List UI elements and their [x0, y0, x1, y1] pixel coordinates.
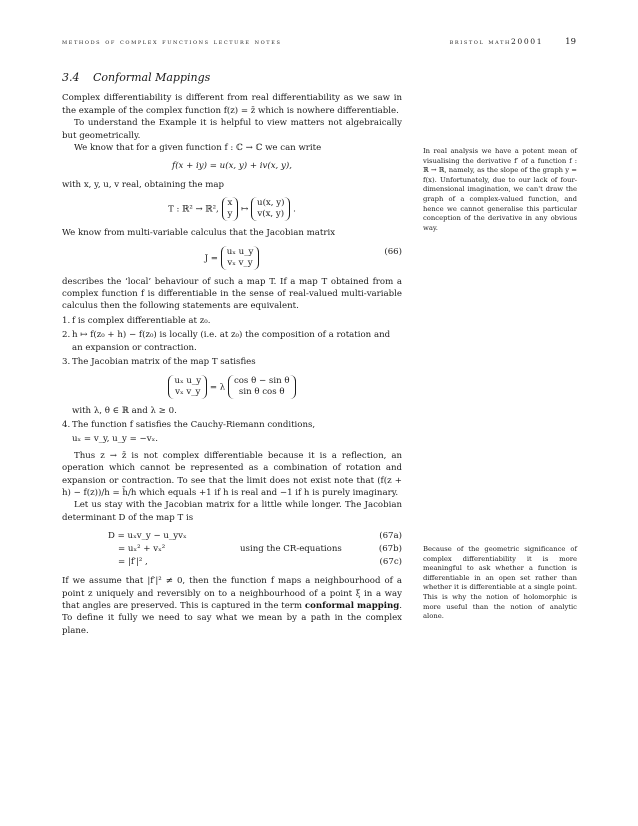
align-row: D = uₓv_y − u_yvₓ (67a) — [108, 531, 402, 542]
equation-fxy — [62, 160, 402, 172]
paragraph-2: To understand the Example it is helpful to view matters not algebraically but geometrically. — [62, 118, 402, 141]
margin-note-2: Because of the geometric significance of complex differentiability it is more meaningful to ask whether a function is differentiable in an open set rather than whether it is differentiable at a single point. This is why the notion of holomorphic is more useful than the notion of analytic alone. — [423, 545, 577, 621]
vector-xy — [222, 197, 239, 221]
cr-equations: uₓ = v_y, u_y = −vₓ. — [72, 434, 158, 445]
vector-xy-top: x — [227, 198, 233, 209]
page-number: 19 — [565, 37, 576, 47]
paragraph-3: We know that for a given function f : ℂ → ℂ we can write — [74, 143, 322, 154]
header-title: methods of complex functions lecture notes — [62, 37, 282, 46]
equation-determinant — [62, 530, 402, 569]
paragraph-6: describes the ‘local’ behaviour of such a map T. If a map T obtained from a complex function f is differentiable in the sense of real-valued multi-variable calculus then the following statements are equivalent. — [62, 276, 402, 312]
list-item: 1. f is complex differentiable at z₀. — [62, 315, 211, 326]
align-row: = |f′|² , (67c) — [118, 557, 402, 568]
equivalence-list — [62, 315, 402, 369]
vector-uv — [251, 197, 290, 221]
list-item: 2. h ↦ f(z₀ + h) − f(z₀) is locally (i.e. at z₀) the composition of a rotation and an expansion or contraction. — [62, 330, 391, 353]
section-heading — [62, 72, 402, 84]
equation-map-T: T : ℝ² → ℝ², x y ↦ u(x, y) v(x, y) . — [168, 198, 296, 220]
paragraph-1: Complex differentiability is different from real differentiability as we saw in the example of the complex function f(z) = z̄ which is nowhere differentiable. — [62, 93, 402, 116]
jacobian-lhs: J = — [204, 253, 219, 264]
jacobian-matrix — [221, 246, 260, 270]
jacobian-row-2: vₓ v_y — [227, 257, 253, 268]
equation-fxy-text: f(x + iy) = u(x, y) + iv(x, y), — [172, 161, 292, 172]
maps-to-symbol: ↦ — [241, 204, 249, 215]
vector-uv-top: u(x, y) — [257, 198, 285, 209]
term-conformal-mapping: conformal mapping — [304, 600, 400, 611]
vector-xy-bottom: y — [227, 209, 233, 220]
jacobian-matrix-2: uₓ u_y vₓ v_y — [168, 375, 207, 399]
main-column — [62, 72, 402, 637]
equation-tag-66: (66) — [384, 246, 402, 257]
margin-note-1: In real analysis we have a potent mean of visualising the derivative f′ of a function f : ℝ → ℝ, namely, as the slope of the graph y = f(x). Unfortunately, due to our lack of four-dimensional imagination, we can't draw the graph of a complex-valued function, and hence we cannot generalise this particular conception of the derivative in any obvious way. — [423, 147, 577, 232]
header-course — [450, 37, 576, 47]
paragraph-8: Let us stay with the Jacobian matrix for a little while longer. The Jacobian determinant D of the map T is — [62, 500, 402, 523]
section-title: Conformal Mappings — [93, 71, 211, 84]
paragraph-7: Thus z → z̄ is not complex differentiable because it is a reflection, an operation which cannot be represented as a combination of rotation and expansion or contraction. To see that the limit does not exist note that (f(z + h) − f(z))/h = h̄/h which equals +1 if h is real and −1 if h is purely imaginary. — [62, 450, 402, 498]
vector-uv-bottom: v(x, y) — [257, 209, 285, 220]
equivalence-list-cont — [62, 419, 402, 431]
paragraph-5: We know from multi-variable calculus that the Jacobian matrix — [62, 228, 336, 239]
paragraph-9: If we assume that |f′|² ≠ 0, then the function f maps a neighbourhood of a point z uniquely and reversibly on to a neighbourhood of a point ξ in a way that angles are preserved. This is captured in the term conformal mapping. To define it fully we need to say what we mean by a path in the complex plane. — [62, 576, 402, 636]
header-course-code: bristol math20001 — [449, 37, 544, 46]
jacobian-row-1: uₓ u_y — [226, 246, 254, 257]
equation-jacobian — [62, 246, 402, 270]
equation-rotation — [62, 375, 402, 399]
list-item: 4. The function f satisfies the Cauchy-Riemann conditions, — [62, 419, 316, 430]
align-row: = uₓ² + vₓ² using the CR-equations (67b) — [118, 544, 402, 555]
list-item: 3. The Jacobian matrix of the map T satisfies — [62, 357, 256, 368]
rotation-matrix: cos θ − sin θ sin θ cos θ — [228, 375, 296, 399]
paragraph-4: with x, y, u, v real, obtaining the map — [62, 179, 225, 190]
rotation-condition: with λ, θ ∈ ℝ and λ ≥ 0. — [72, 405, 177, 416]
map-T-domain: T : ℝ² → ℝ², — [168, 204, 219, 215]
lambda-factor: = λ — [209, 382, 226, 392]
section-number: 3.4 — [62, 71, 80, 84]
